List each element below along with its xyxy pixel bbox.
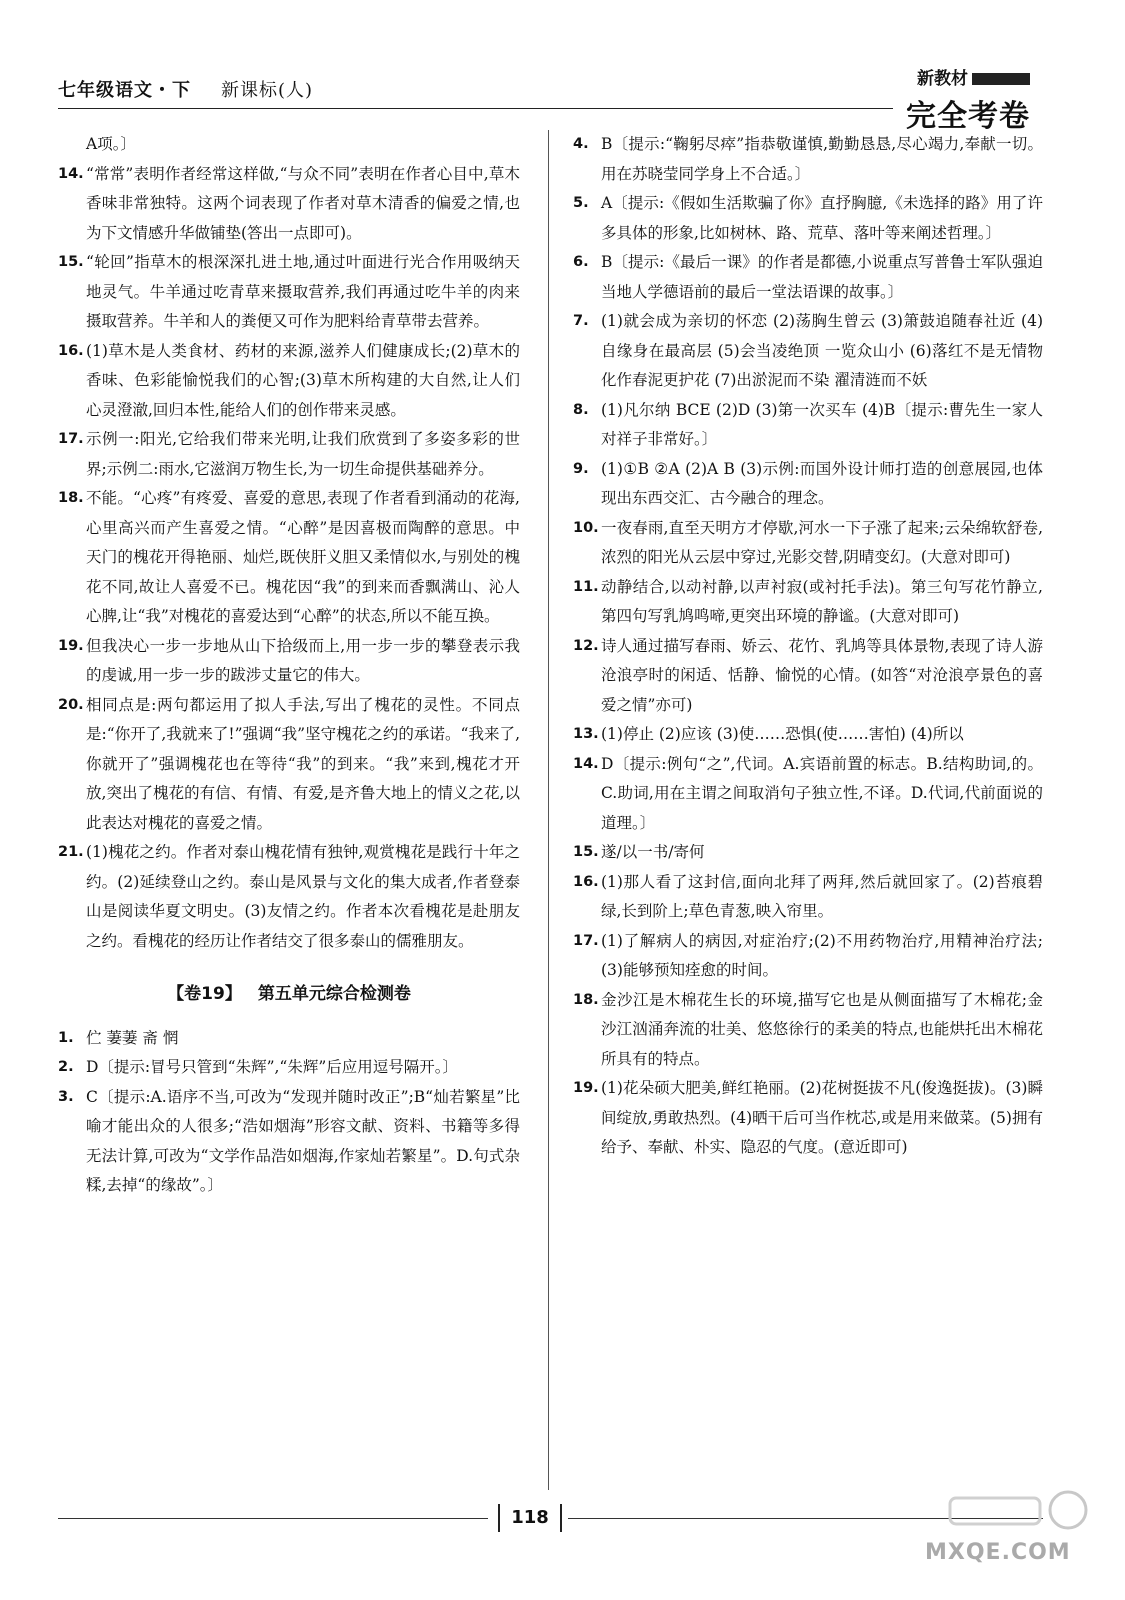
answer-number: 17. [58,431,84,447]
answer-text: (1)槐花之约。作者对泰山槐花情有独钟,观赏槐花是践行十年之约。(2)延续登山之约。泰山是风景与文化的集大成者,作者登泰山是阅读华夏文明史。(3)友情之约。作者本次看槐花是赴朋友之约。看槐花的经历让作者结交了很多泰山的儒雅朋友。 [86,843,520,950]
answer-number: 15. [58,254,84,270]
section-heading [58,980,520,1010]
answer-text: 一夜春雨,直至天明方才停歇,河水一下子涨了起来;云朵绵软舒卷,浓烈的阳光从云层中穿过,光影交替,阴晴变幻。(大意对即可) [601,518,1043,566]
column-divider [548,130,549,1490]
answer-item [573,455,1043,514]
answer-text: A〔提示:《假如生活欺骗了你》直抒胸臆,《未选择的路》用了许多具体的形象,比如树林、路、荒草、落叶等来阐述哲理。〕 [601,194,1043,242]
answer-item [573,927,1043,986]
page-header [58,69,1030,134]
left-column [58,130,520,1201]
answer-number: 18. [573,991,599,1008]
volume-label: 【卷19】 [167,984,242,1004]
answer-number: 6. [573,254,589,270]
answer-item [58,1024,520,1054]
answer-text: D〔提示:冒号只管到“朱辉”,“朱辉”后应用逗号隔开。〕 [86,1058,459,1076]
answer-item [573,868,1043,927]
answer-number: 2. [58,1059,74,1075]
right-column [573,130,1043,1163]
answer-item [58,632,520,691]
answer-number: 13. [573,726,599,742]
answer-number: 17. [573,932,599,949]
answer-item [573,750,1043,839]
answer-text: 金沙江是木棉花生长的环境,描写它也是从侧面描写了木棉花;金沙江汹涌奔流的壮美、悠悠徐行的柔美的特点,也能烘托出木棉花所具有的特点。 [601,990,1043,1068]
answer-item [58,425,520,484]
answer-item [573,838,1043,868]
answer-text: 相同点是:两句都运用了拟人手法,写出了槐花的灵性。不同点是:“你开了,我就来了!”强调“我”坚守槐花之约的承诺。“我来了,你就开了”强调槐花也在等待“我”的到来。“我”来到,槐花才开放,突出了槐花的有信、有情、有爱,是齐鲁大地上的情义之花,以此表达对槐花的喜爱之情。 [86,695,520,832]
answer-number: 1. [58,1029,74,1046]
brand-top-text: 新教材 [917,69,968,89]
answer-item [573,307,1043,396]
answer-text: B〔提示:“鞠躬尽瘁”指恭敬谨慎,勤勤恳恳,尽心竭力,奉献一切。用在苏晓莹同学身上不合适。〕 [601,135,1043,183]
header-rule [58,108,893,109]
answer-text: “常常”表明作者经常这样做,“与众不同”表明在作者心目中,草木香味非常独特。这两个词表现了作者对草木清香的偏爱之情,也为下文情感升华做铺垫(答出一点即可)。 [86,164,520,242]
answer-text: (1)凡尔纳 BCE (2)D (3)第一次买车 (4)B〔提示:曹先生一家人对祥子非常好。〕 [601,400,1043,448]
grade-subject: 七年级语文・下 [58,80,191,101]
answer-text: 示例一:阳光,它给我们带来光明,让我们欣赏到了多姿多彩的世界;示例二:雨水,它滋润万物生长,为一切生命提供基础养分。 [86,430,520,478]
brand-logo [906,64,1030,135]
answer-number: 19. [58,637,84,654]
answer-number: 8. [573,401,589,418]
page-footer [58,1500,1043,1540]
answer-item [573,986,1043,1075]
answer-item [58,248,520,337]
answer-number: 10. [573,519,599,536]
answer-text: (1)就会成为亲切的怀恋 (2)荡胸生曾云 (3)箫鼓追随春社近 (4)自缘身在最高层 (5)会当凌绝顶 一览众山小 (6)落红不是无情物 化作春泥更护花 (7)出淤泥而不染 濯清涟而不妖 [601,312,1043,389]
answer-number: 19. [573,1080,599,1096]
answer-item [573,514,1043,573]
answer-item [573,573,1043,632]
answer-number: 7. [573,313,589,329]
answer-item [58,1053,520,1083]
brand-deco-bar [972,73,1030,85]
answer-item [573,1074,1043,1163]
section-title-text: 第五单元综合检测卷 [257,984,411,1004]
answer-item [58,484,520,632]
answer-number: 18. [58,490,84,506]
answer-number: 16. [58,342,84,359]
answer-text: (1)草木是人类食材、药材的来源,滋养人们健康成长;(2)草木的香味、色彩能愉悦我们的心智;(3)草木所构建的大自然,让人们心灵澄澈,回归本性,能给人们的创作带来灵感。 [86,341,520,419]
answer-item [573,396,1043,455]
answer-text: (1)那人看了这封信,面向北拜了两拜,然后就回家了。(2)苔痕碧绿,长到阶上;草色青葱,映入帘里。 [601,872,1043,920]
answer-text: (1)了解病人的病因,对症治疗;(2)不用药物治疗,用精神治疗法;(3)能够预知痊愈的时间。 [601,931,1043,979]
answer-text: D〔提示:例句“之”,代词。A.宾语前置的标志。B.结构助词,的。C.助词,用在主谓之间取消句子独立性,不译。D.代词,代前面说的道理。〕 [601,754,1043,832]
answer-item [573,632,1043,721]
answer-number: 15. [573,844,599,860]
answer-text: “轮回”指草木的根深深扎进土地,通过叶面进行光合作用吸纳天地灵气。牛羊通过吃青草来摄取营养,我们再通过吃牛羊的肉来摄取营养。牛羊和人的粪便又可作为肥料给青草带去营养。 [86,253,520,330]
answer-text: 但我决心一步一步地从山下拾级而上,用一步一步的攀登表示我的虔诚,用一步一步的跋涉丈量它的伟大。 [86,636,520,684]
answer-item [573,720,1043,750]
answer-text: (1)①B ②A (2)A B (3)示例:而国外设计师打造的创意展园,也体现出东西交汇、古今融合的理念。 [601,459,1043,507]
answer-item [58,337,520,426]
answer-text: B〔提示:《最后一课》的作者是都德,小说重点写普鲁士军队强迫当地人学德语前的最后一堂法语课的故事。〕 [601,253,1043,301]
answer-item [573,189,1043,248]
running-head [58,76,313,102]
watermark-text: MXQE.COM [925,1540,1071,1565]
brand-main-text: 完全考卷 [906,99,1030,134]
answer-number: 11. [573,578,599,595]
answer-item [573,248,1043,307]
watermark-logo-icon [940,1488,1090,1538]
answer-item [58,160,520,249]
answer-number: 14. [58,165,84,182]
page-number: 118 [498,1504,562,1532]
answer-text: 诗人通过描写春雨、娇云、花竹、乳鸠等具体景物,表现了诗人游沧浪亭时的闲适、恬静、愉悦的心情。(如答“对沧浪亭景色的喜爱之情”亦可) [601,636,1043,714]
answer-number: 9. [573,460,589,477]
answer-item [573,130,1043,189]
answer-text: C〔提示:A.语序不当,可改为“发现并随时改正”;B“灿若繁星”比喻才能出众的人很多;“浩如烟海”形容文献、资料、书籍等多得无法计算,可改为“文学作品浩如烟海,作家灿若繁星”。D.句式杂糅,去掉“的缘故”。〕 [86,1087,520,1194]
footer-rule-left [58,1518,488,1519]
answer-number: 21. [58,844,84,860]
answer-text: (1)花朵硕大肥美,鲜红艳丽。(2)花树挺拔不凡(俊逸挺拔)。(3)瞬间绽放,勇敢热烈。(4)晒干后可当作枕芯,或是用来做菜。(5)拥有给予、奉献、朴实、隐忍的气度。(意近即可) [601,1079,1043,1156]
answer-text: 伫 萋萋 斋 惘 [86,1028,179,1047]
answer-number: 3. [58,1088,74,1105]
answer-number: 20. [58,696,84,713]
answer-text: 遂/以一书/寄何 [601,843,705,861]
answer-text: 不能。“心疼”有疼爱、喜爱的意思,表现了作者看到涌动的花海,心里高兴而产生喜爱之情。“心醉”是因喜极而陶醉的意思。中天门的槐花开得艳丽、灿烂,既侠肝义胆又柔情似水,与别处的槐花不同,故让人喜爱不已。槐花因“我”的到来而香飘满山、沁人心脾,让“我”对槐花的喜爱达到“心醉”的状态,所以不能互换。 [86,489,520,625]
continuation-text: A项。〕 [86,135,136,153]
answer-text: (1)停止 (2)应该 (3)使……恐惧(使……害怕) (4)所以 [601,725,964,743]
answer-item [58,838,520,956]
answer-number: 12. [573,637,599,654]
answer-text: 动静结合,以动衬静,以声衬寂(或衬托手法)。第三句写花竹静立,第四句写乳鸠鸣啼,更突出环境的静谧。(大意对即可) [601,577,1043,625]
answer-number: 5. [573,195,589,211]
edition-label: 新课标(人) [221,80,314,101]
answer-item [58,691,520,839]
answer-number: 4. [573,136,589,152]
answer-number: 14. [573,755,599,772]
answer-item [58,1083,520,1201]
answer-number: 16. [573,873,599,890]
